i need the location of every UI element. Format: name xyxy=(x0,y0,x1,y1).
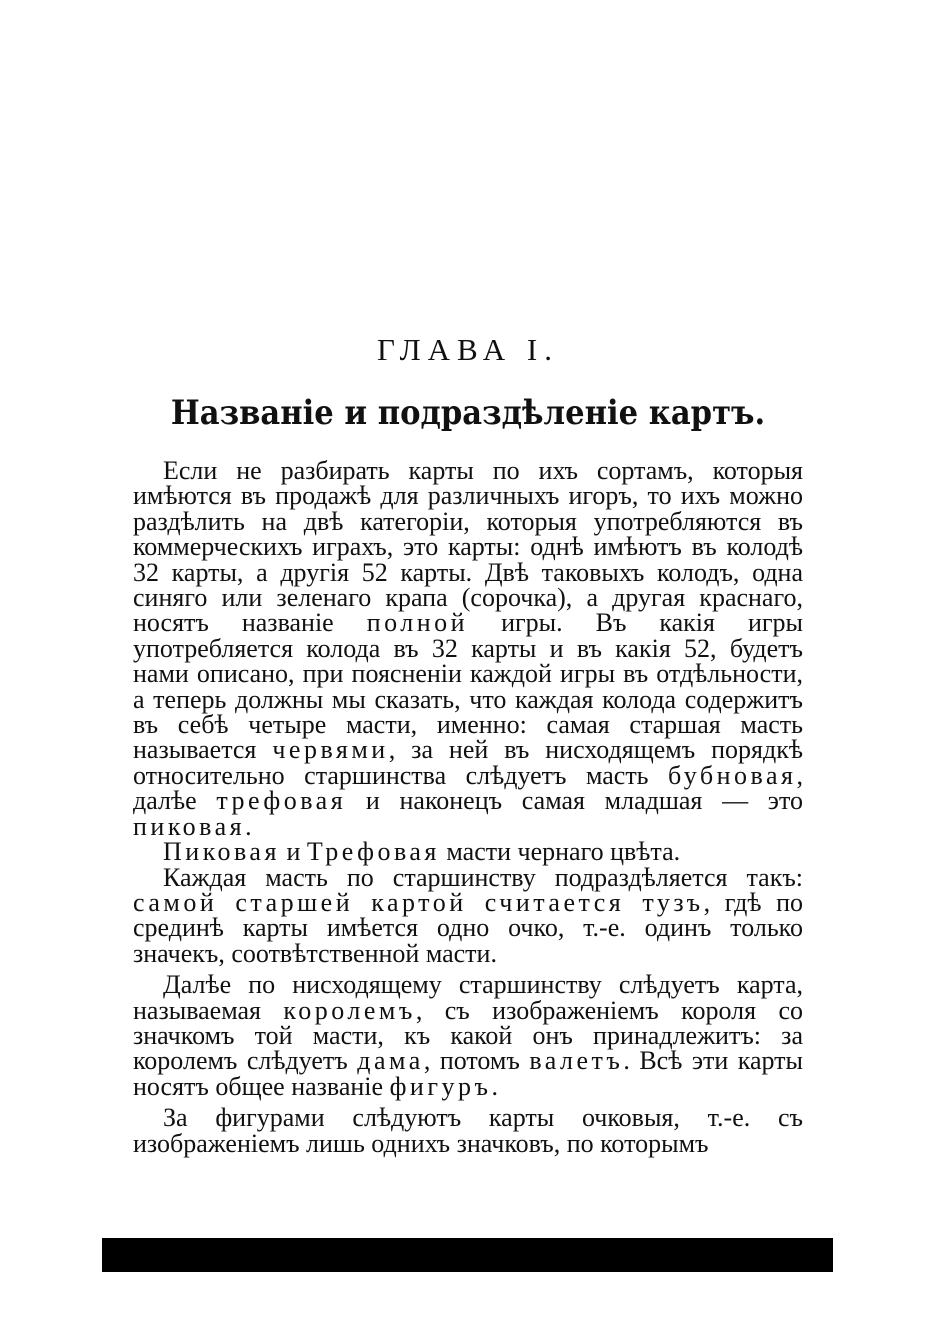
text-run: . xyxy=(491,1071,498,1101)
text-run: . Всѣ эти карты носятъ общее названіе xyxy=(133,1046,804,1101)
paragraph-1 xyxy=(133,458,803,839)
text-run: и xyxy=(279,837,307,867)
spaced-text: дама xyxy=(357,1046,424,1076)
body-text xyxy=(133,458,803,1156)
spaced-text: фигуръ xyxy=(389,1071,492,1101)
spaced-text: червями xyxy=(272,735,389,765)
text-run: игры. Въ какія игры употребляется колода въ 32 карты и въ какія 52, будетъ нами описано, при поясненіи каждой игры въ отдѣльности, а теперь должны мы сказать, что каждая колода содержитъ въ себѣ четыре масти, именно: самая старшая масть называется xyxy=(133,608,803,765)
text-run: Если не разбирать карты по ихъ сортамъ, которыя имѣются въ продажѣ для различныхъ игоръ, то ихъ можно раздѣлить на двѣ категоріи, которыя употребляются въ коммерческихъ играхъ, это карты: однѣ имѣютъ въ колодѣ 32 карты, а другія 52 карты. Двѣ таковыхъ колодъ, одна синяго или зеленаго крапа (сорочка), а другая краснаго, носятъ названіе xyxy=(133,456,803,638)
spaced-text: Пиковая xyxy=(163,837,280,867)
text-run: и наконецъ самая младшая — это xyxy=(346,786,803,816)
text-run: За фигурами слѣдуютъ карты очковыя, т.-е. съ изображеніемъ лишь однихъ значковъ, по которымъ xyxy=(133,1103,803,1158)
text-run: , съ изображеніемъ короля со значкомъ той масти, къ какой онъ принадлежитъ: за королемъ слѣдуетъ xyxy=(133,995,804,1076)
chapter-title: Названіе и подраздѣленіе картъ. xyxy=(170,393,766,433)
text-run: . xyxy=(245,811,252,841)
spaced-text: самой старшей картой считается тузъ xyxy=(133,887,704,917)
spaced-text: королемъ xyxy=(283,995,416,1025)
text-run: , гдѣ по срединѣ карты имѣется одно очко, т.-е. одинъ только значекъ, соотвѣтственной масти. xyxy=(133,887,803,968)
spaced-text: трефовая xyxy=(216,786,347,816)
text-run: , за ней въ нисходящемъ порядкѣ относительно старшинства слѣдуетъ масть xyxy=(133,735,803,790)
spaced-text: валетъ xyxy=(529,1046,624,1076)
text-run: Далѣе по нисходящему старшинству слѣдуетъ карта, называемая xyxy=(133,970,803,1025)
paragraph-2 xyxy=(133,837,803,867)
chapter-label: ГЛАВА I. xyxy=(377,332,559,367)
text-run: масти чернаго цвѣта. xyxy=(439,837,681,867)
paragraph-3 xyxy=(133,862,803,968)
text-run: , далѣе xyxy=(133,760,803,816)
text-run: , потомъ xyxy=(423,1046,530,1076)
paragraph-4 xyxy=(133,972,803,1099)
spaced-text: бубновая xyxy=(668,760,797,790)
scan-edge-bar xyxy=(102,1238,833,1272)
spaced-text: полной xyxy=(366,608,469,638)
paragraph-5 xyxy=(133,1105,803,1156)
spaced-text: Трефовая xyxy=(306,837,440,867)
spaced-text: пиковая xyxy=(133,811,246,841)
text-run: Каждая масть по старшинству подраздѣляется такъ: xyxy=(163,862,803,892)
